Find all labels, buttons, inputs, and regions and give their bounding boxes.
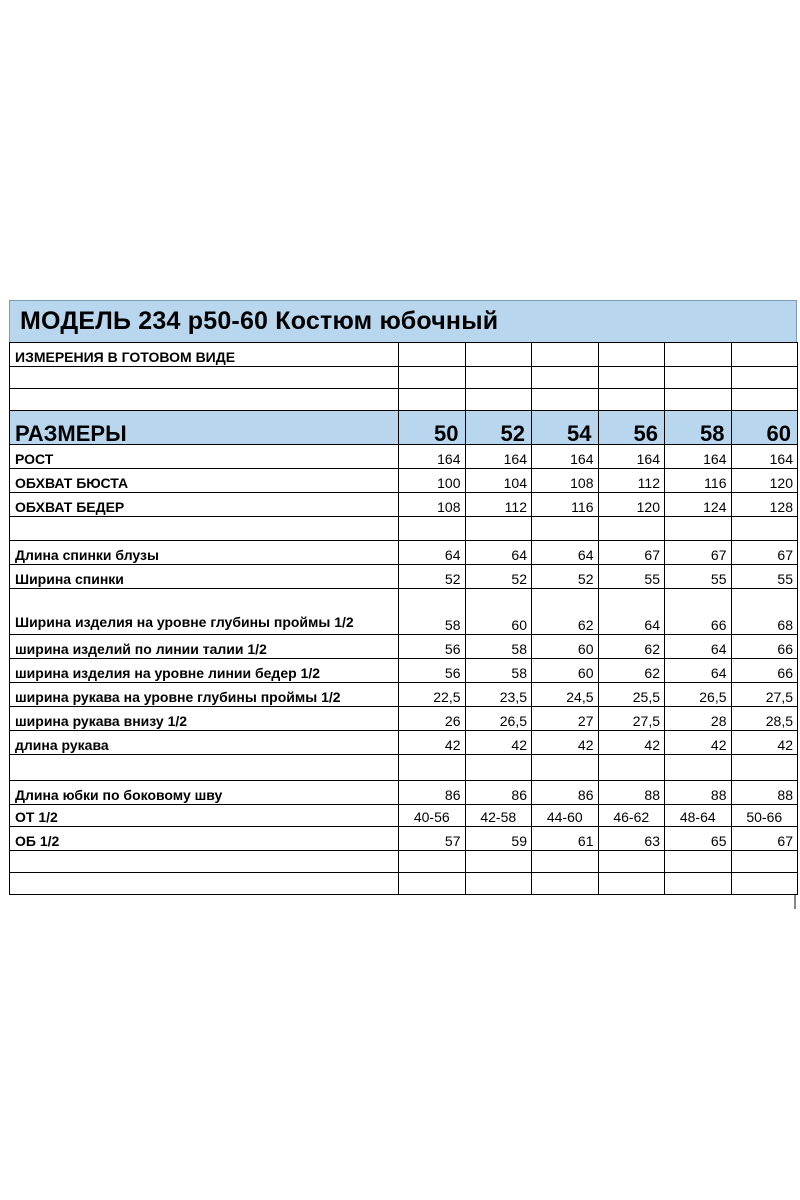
size-header: 54 [532, 411, 599, 445]
row-value: 100 [399, 469, 466, 493]
row-value: 66 [731, 635, 798, 659]
table-cell [10, 367, 399, 389]
size-header: 56 [598, 411, 665, 445]
row-value: 55 [598, 565, 665, 589]
size-header: 60 [731, 411, 798, 445]
row-value: 108 [532, 469, 599, 493]
row-value: 24,5 [532, 683, 599, 707]
row-value: 62 [598, 635, 665, 659]
table-cell [532, 873, 599, 895]
table-cell [665, 367, 732, 389]
table-row [10, 805, 798, 827]
measurements-subtitle: ИЗМЕРЕНИЯ В ГОТОВОМ ВИДЕ [10, 343, 399, 367]
row-value: 58 [465, 659, 532, 683]
table-cell [532, 851, 599, 873]
row-value: 56 [399, 635, 466, 659]
row-value: 164 [399, 445, 466, 469]
table-cell [665, 755, 732, 781]
table-cell [10, 873, 399, 895]
size-header: 50 [399, 411, 466, 445]
row-value: 128 [731, 493, 798, 517]
row-value: 67 [731, 541, 798, 565]
table-cell [598, 389, 665, 411]
row-value: 27,5 [598, 707, 665, 731]
row-value: 62 [598, 659, 665, 683]
row-value: 66 [731, 659, 798, 683]
row-value: 48-64 [665, 805, 732, 827]
row-value: 164 [598, 445, 665, 469]
row-value: 58 [399, 589, 466, 635]
row-value: 67 [731, 827, 798, 851]
row-value: 64 [399, 541, 466, 565]
row-value: 108 [399, 493, 466, 517]
row-value: 64 [532, 541, 599, 565]
row-value: 104 [465, 469, 532, 493]
sizes-label: РАЗМЕРЫ [10, 411, 399, 445]
row-value: 164 [532, 445, 599, 469]
table-row [10, 707, 798, 731]
row-value: 52 [399, 565, 466, 589]
row-value: 60 [532, 635, 599, 659]
row-value: 42 [598, 731, 665, 755]
table-cell [532, 343, 599, 367]
row-value: 124 [665, 493, 732, 517]
table-cell [10, 851, 399, 873]
row-value: 55 [731, 565, 798, 589]
row-value: 42 [532, 731, 599, 755]
row-value: 64 [665, 635, 732, 659]
table-cell [598, 343, 665, 367]
table-cell [731, 367, 798, 389]
table-cell [598, 755, 665, 781]
table-cell [731, 851, 798, 873]
row-value: 64 [665, 659, 732, 683]
table-row [10, 589, 798, 635]
row-label: Длина юбки по боковому шву [10, 781, 399, 805]
row-value: 42 [465, 731, 532, 755]
header-row [10, 411, 798, 445]
table-row [10, 469, 798, 493]
table-cell [731, 389, 798, 411]
row-value: 52 [465, 565, 532, 589]
size-header: 52 [465, 411, 532, 445]
table-cell [665, 389, 732, 411]
row-label: Длина спинки блузы [10, 541, 399, 565]
table-cell [665, 873, 732, 895]
row-value: 116 [532, 493, 599, 517]
row-value: 42-58 [465, 805, 532, 827]
row-value: 64 [465, 541, 532, 565]
table-row [10, 755, 798, 781]
table-cell [665, 851, 732, 873]
table-cell [399, 755, 466, 781]
table-row [10, 659, 798, 683]
table-cell [532, 389, 599, 411]
row-value: 67 [598, 541, 665, 565]
row-value: 62 [532, 589, 599, 635]
table-cell [465, 517, 532, 541]
table-cell [399, 343, 466, 367]
table-cell [598, 873, 665, 895]
table-cell [731, 755, 798, 781]
row-value: 28 [665, 707, 732, 731]
row-value: 88 [665, 781, 732, 805]
row-value: 28,5 [731, 707, 798, 731]
row-label: длина рукава [10, 731, 399, 755]
table-cell [399, 517, 466, 541]
table-cell [465, 343, 532, 367]
row-value: 65 [665, 827, 732, 851]
row-value: 42 [731, 731, 798, 755]
row-label: ОБ 1/2 [10, 827, 399, 851]
table-row [10, 445, 798, 469]
table-cell [399, 389, 466, 411]
table-row [10, 635, 798, 659]
row-label: Ширина изделия на уровне глубины проймы 1/2 [10, 589, 399, 635]
table-row [10, 781, 798, 805]
row-value: 120 [731, 469, 798, 493]
table-row [10, 517, 798, 541]
table-cell [465, 851, 532, 873]
table-row [10, 731, 798, 755]
row-value: 22,5 [399, 683, 466, 707]
row-value: 88 [598, 781, 665, 805]
row-value: 63 [598, 827, 665, 851]
row-label: РОСТ [10, 445, 399, 469]
row-value: 64 [598, 589, 665, 635]
table-cell [532, 367, 599, 389]
size-table [9, 342, 798, 895]
table-row [10, 541, 798, 565]
edge-mark [794, 895, 796, 909]
table-cell [465, 389, 532, 411]
row-label: ширина изделия на уровне линии бедер 1/2 [10, 659, 399, 683]
row-value: 40-56 [399, 805, 466, 827]
table-cell [465, 873, 532, 895]
row-value: 58 [465, 635, 532, 659]
table-row [10, 367, 798, 389]
row-value: 23,5 [465, 683, 532, 707]
row-value: 26 [399, 707, 466, 731]
row-value: 42 [399, 731, 466, 755]
table-cell [532, 755, 599, 781]
row-label: ОБХВАТ БЮСТА [10, 469, 399, 493]
table-cell [10, 517, 399, 541]
row-value: 60 [465, 589, 532, 635]
table-cell [731, 343, 798, 367]
table-cell [465, 755, 532, 781]
table-row [10, 493, 798, 517]
table-cell [532, 517, 599, 541]
table-cell [731, 517, 798, 541]
row-value: 86 [532, 781, 599, 805]
row-value: 52 [532, 565, 599, 589]
table-row [10, 827, 798, 851]
table-cell [665, 517, 732, 541]
table-row [10, 851, 798, 873]
row-value: 88 [731, 781, 798, 805]
row-value: 42 [665, 731, 732, 755]
model-title: МОДЕЛЬ 234 р50-60 Костюм юбочный [9, 300, 797, 342]
row-label: ОТ 1/2 [10, 805, 399, 827]
table-row [10, 683, 798, 707]
table-cell [465, 367, 532, 389]
row-label: ширина рукава на уровне глубины проймы 1/2 [10, 683, 399, 707]
row-value: 26,5 [465, 707, 532, 731]
row-value: 116 [665, 469, 732, 493]
row-value: 68 [731, 589, 798, 635]
row-value: 25,5 [598, 683, 665, 707]
table-row [10, 873, 798, 895]
row-value: 46-62 [598, 805, 665, 827]
row-value: 27,5 [731, 683, 798, 707]
row-label: Ширина спинки [10, 565, 399, 589]
row-value: 60 [532, 659, 599, 683]
table-row [10, 343, 798, 367]
row-value: 164 [665, 445, 732, 469]
row-value: 27 [532, 707, 599, 731]
table-cell [399, 851, 466, 873]
row-value: 164 [731, 445, 798, 469]
table-row [10, 565, 798, 589]
table-cell [10, 755, 399, 781]
row-value: 112 [465, 493, 532, 517]
table-cell [10, 389, 399, 411]
table-cell [731, 873, 798, 895]
table-cell [399, 873, 466, 895]
row-value: 59 [465, 827, 532, 851]
row-value: 120 [598, 493, 665, 517]
table-cell [598, 517, 665, 541]
row-value: 112 [598, 469, 665, 493]
row-value: 61 [532, 827, 599, 851]
row-value: 50-66 [731, 805, 798, 827]
row-value: 26,5 [665, 683, 732, 707]
row-value: 55 [665, 565, 732, 589]
row-value: 86 [399, 781, 466, 805]
size-header: 58 [665, 411, 732, 445]
row-label: ширина рукава внизу 1/2 [10, 707, 399, 731]
size-chart [9, 300, 797, 895]
table-cell [399, 367, 466, 389]
row-value: 66 [665, 589, 732, 635]
row-value: 57 [399, 827, 466, 851]
row-value: 86 [465, 781, 532, 805]
table-cell [598, 851, 665, 873]
row-value: 67 [665, 541, 732, 565]
row-value: 56 [399, 659, 466, 683]
table-row [10, 389, 798, 411]
table-cell [665, 343, 732, 367]
table-cell [598, 367, 665, 389]
row-label: ширина изделий по линии талии 1/2 [10, 635, 399, 659]
row-label: ОБХВАТ БЕДЕР [10, 493, 399, 517]
row-value: 44-60 [532, 805, 599, 827]
row-value: 164 [465, 445, 532, 469]
